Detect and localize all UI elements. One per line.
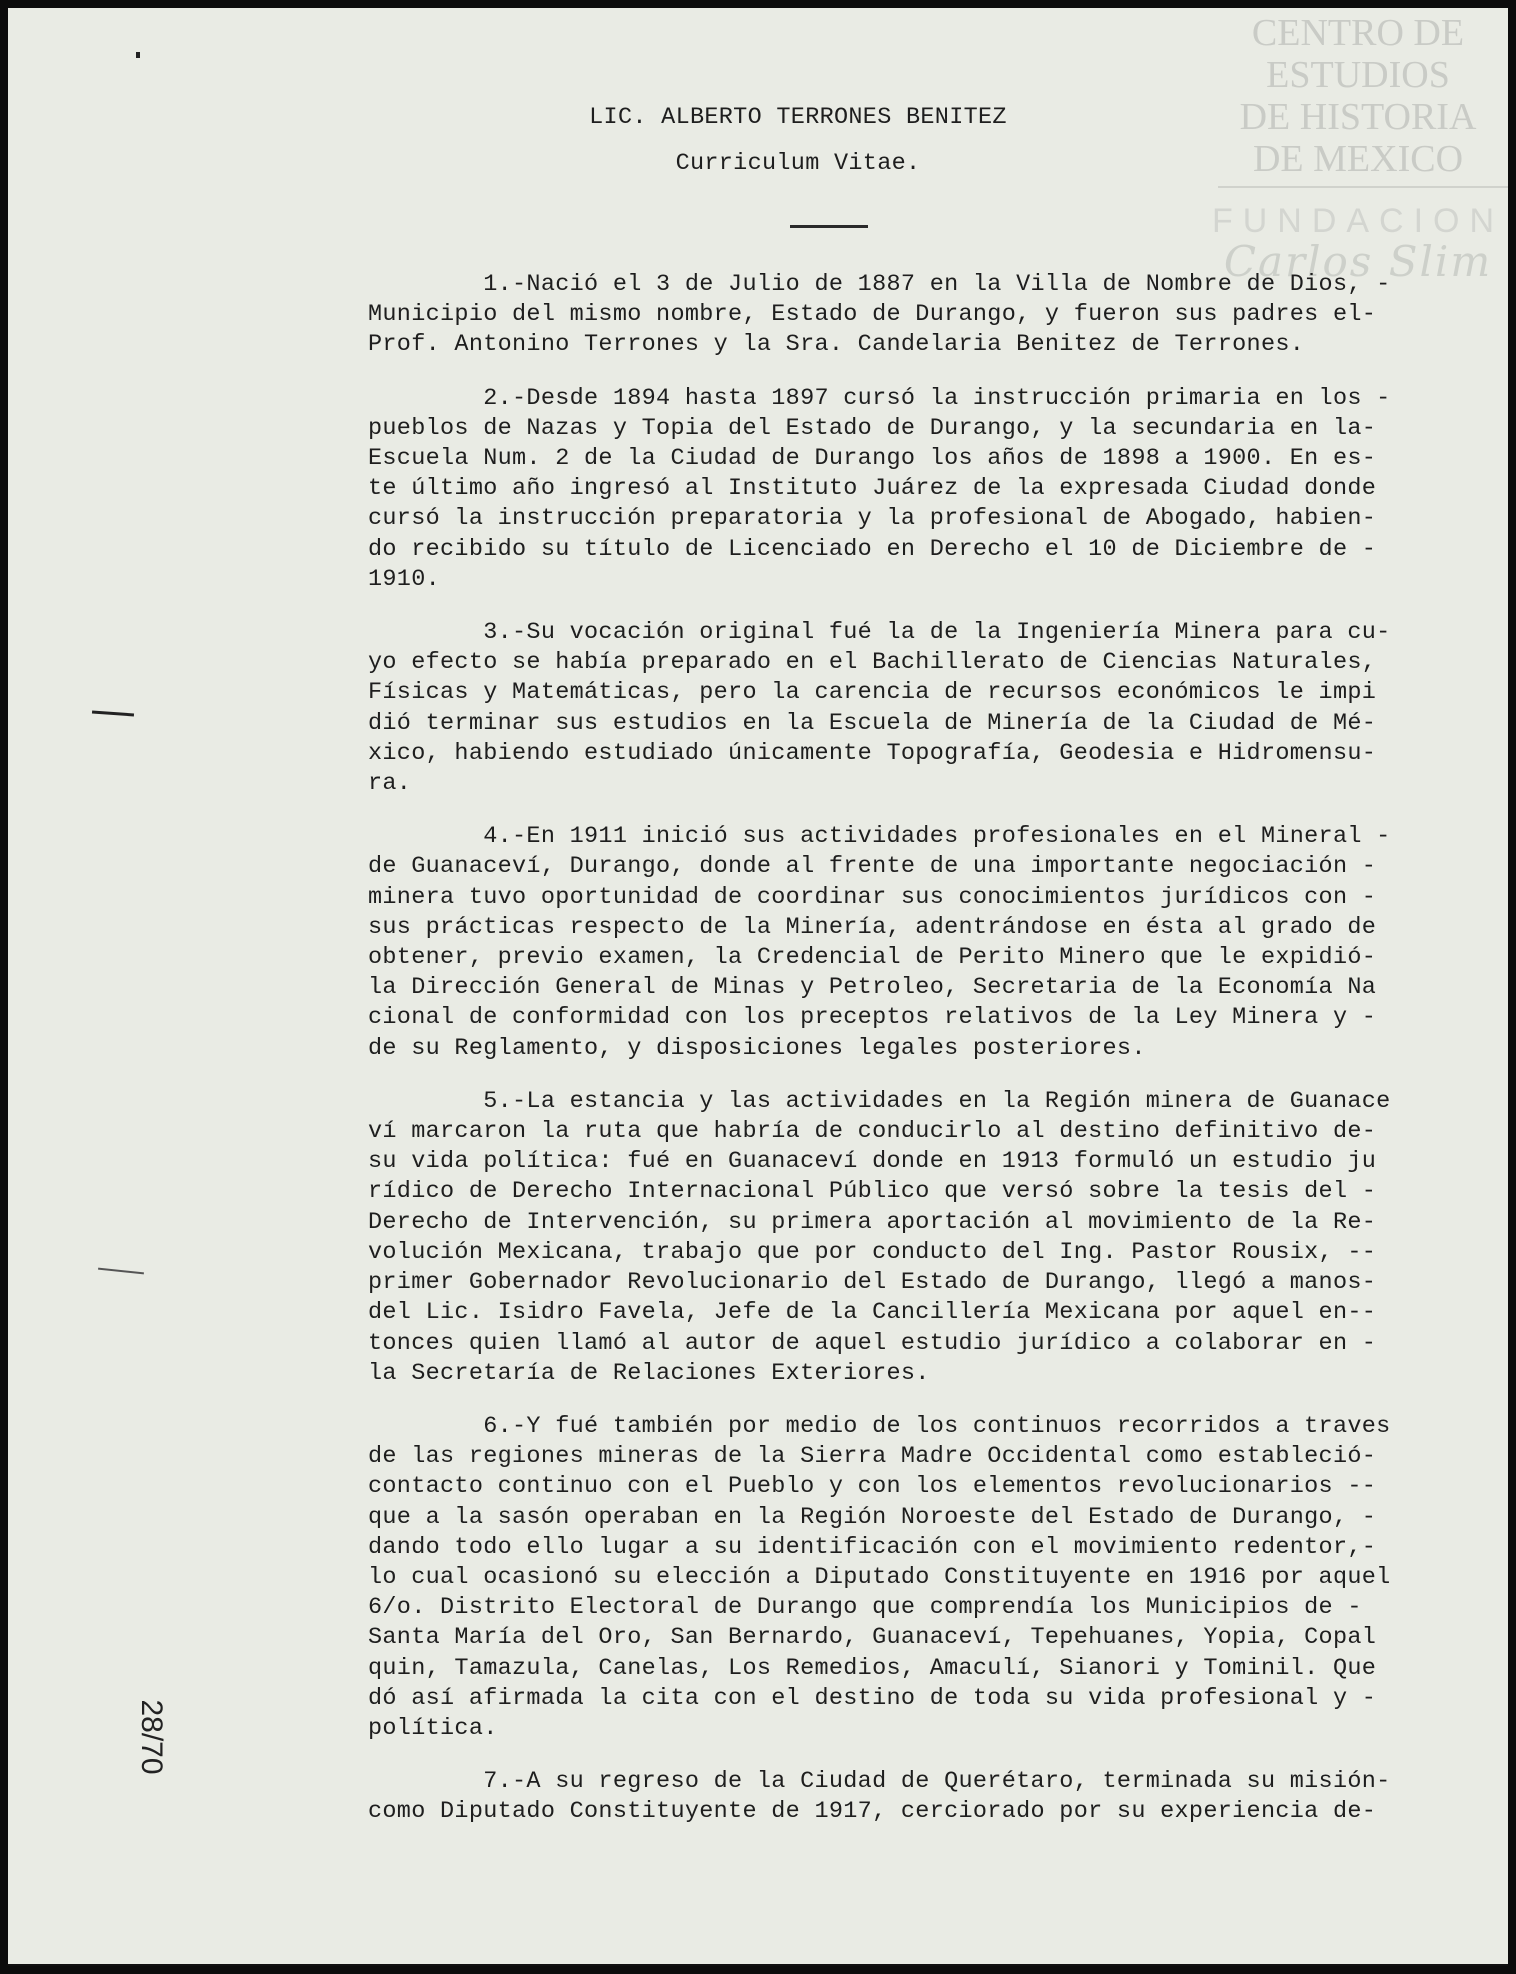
document-subtitle: Curriculum Vitae. <box>675 150 921 177</box>
paragraph-1: 1.-Nació el 3 de Julio de 1887 en la Villa de Nombre de Dios, - Municipio del mismo nombre, Estado de Durango, y fueron sus padres el- Prof. Antonino Terrones y la Sra. Candelaria Benitez de Terrones. <box>368 271 1391 359</box>
paragraph-6: 6.-Y fué también por medio de los continuos recorridos a traves de las regiones mineras de la Sierra Madre Occidental como estableció- contacto continuo con el Pueblo y con los elementos revolucionarios -- que a la sasón operaban en la Región Noroeste del Estado de Durango, - dando todo ello lugar a su identificación con el movimiento redentor,- lo cual ocasionó su elección a Diputado Constituyente en 1916 por aquel 6/o. Distrito Electoral de Durango que comprendía los Municipios de - Santa María del Oro, San Bernardo, Guanaceví, Tepehuanes, Yopia, Copal quin, Tamazula, Canelas, Los Remedios, Amaculí, Sianori y Tominil. Que dó así afirmada la cita con el destino de toda su vida profesional y - política. <box>368 1412 1391 1742</box>
stamp-divider <box>1218 186 1508 188</box>
paragraph-3: 3.-Su vocación original fué la de la Ingeniería Minera para cu- yo efecto se había preparado en el Bachillerato de Ciencias Naturales, Físicas y Matemáticas, pero la carencia de recursos económicos le impi dió terminar sus estudios en la Escuela de Minería de la Ciudad de Mé- xico, habiendo estudiado únicamente Topografía, Geodesia e Hidromensu- ra. <box>368 619 1391 798</box>
stamp-line-3: DE HISTORIA <box>1239 96 1477 138</box>
document-body <box>368 270 1488 1851</box>
binding-mark-top <box>92 711 134 717</box>
stamp-line-2: ESTUDIOS <box>1266 54 1450 96</box>
speck-mark <box>136 52 140 58</box>
paragraph-4: 4.-En 1911 inició sus actividades profesionales en el Mineral - de Guanaceví, Durango, donde al frente de una importante negociación - minera tuvo oportunidad de coordinar sus conocimientos jurídicos con - sus prácticas respecto de la Minería, adentrándose en ésta al grado de obtener, previo examen, la Credencial de Perito Minero que le expidió- la Dirección General de Minas y Petroleo, Secretaria de la Economía Na cional de conformidad con los preceptos relativos de la Ley Minera y - de su Reglamento, y disposiciones legales posteriores. <box>368 823 1391 1062</box>
stamp-line-4: DE MEXICO <box>1252 138 1464 180</box>
stamp-signature: Carlos Slim <box>1223 237 1493 286</box>
title-underline <box>790 225 868 228</box>
binding-mark-bottom <box>98 1268 144 1275</box>
archive-stamp <box>1208 8 1508 286</box>
stamp-line-1: CENTRO DE <box>1251 12 1465 54</box>
stamp-fundacion: FUNDACION <box>1211 202 1505 240</box>
paragraph-5: 5.-La estancia y las actividades en la Región minera de Guanace ví marcaron la ruta que habría de conducirlo al destino definitivo de- su vida política: fué en Guanaceví donde en 1913 formuló un estudio ju rídico de Derecho Internacional Público que versó sobre la tesis del - Derecho de Intervención, su primera aportación al movimiento de la Re- volución Mexicana, trabajo que por conducto del Ing. Pastor Rousix, -- primer Gobernador Revolucionario del Estado de Durango, llegó a manos- del Lic. Isidro Favela, Jefe de la Cancillería Mexicana por aquel en-- tonces quien llamó al autor de aquel estudio jurídico a colaborar en - la Secretaría de Relaciones Exteriores. <box>368 1087 1391 1387</box>
document-title: LIC. ALBERTO TERRONES BENITEZ <box>589 104 1007 131</box>
folio-number: 28/70 <box>135 1699 168 1775</box>
paragraph-2: 2.-Desde 1894 hasta 1897 cursó la instrucción primaria en los - pueblos de Nazas y Topia del Estado de Durango, y la secundaria en la- Escuela Num. 2 de la Ciudad de Durango los años de 1898 a 1900. En es- te último año ingresó al Instituto Juárez de la expresada Ciudad donde cursó la instrucción preparatoria y la profesional de Abogado, habien- do recibido su título de Licenciado en Derecho el 10 de Diciembre de - 1910. <box>368 384 1391 593</box>
document-page <box>8 8 1508 1964</box>
paragraph-7: 7.-A su regreso de la Ciudad de Querétaro, terminada su misión- como Diputado Constituyente de 1917, cerciorado por su experiencia de- <box>368 1768 1391 1826</box>
